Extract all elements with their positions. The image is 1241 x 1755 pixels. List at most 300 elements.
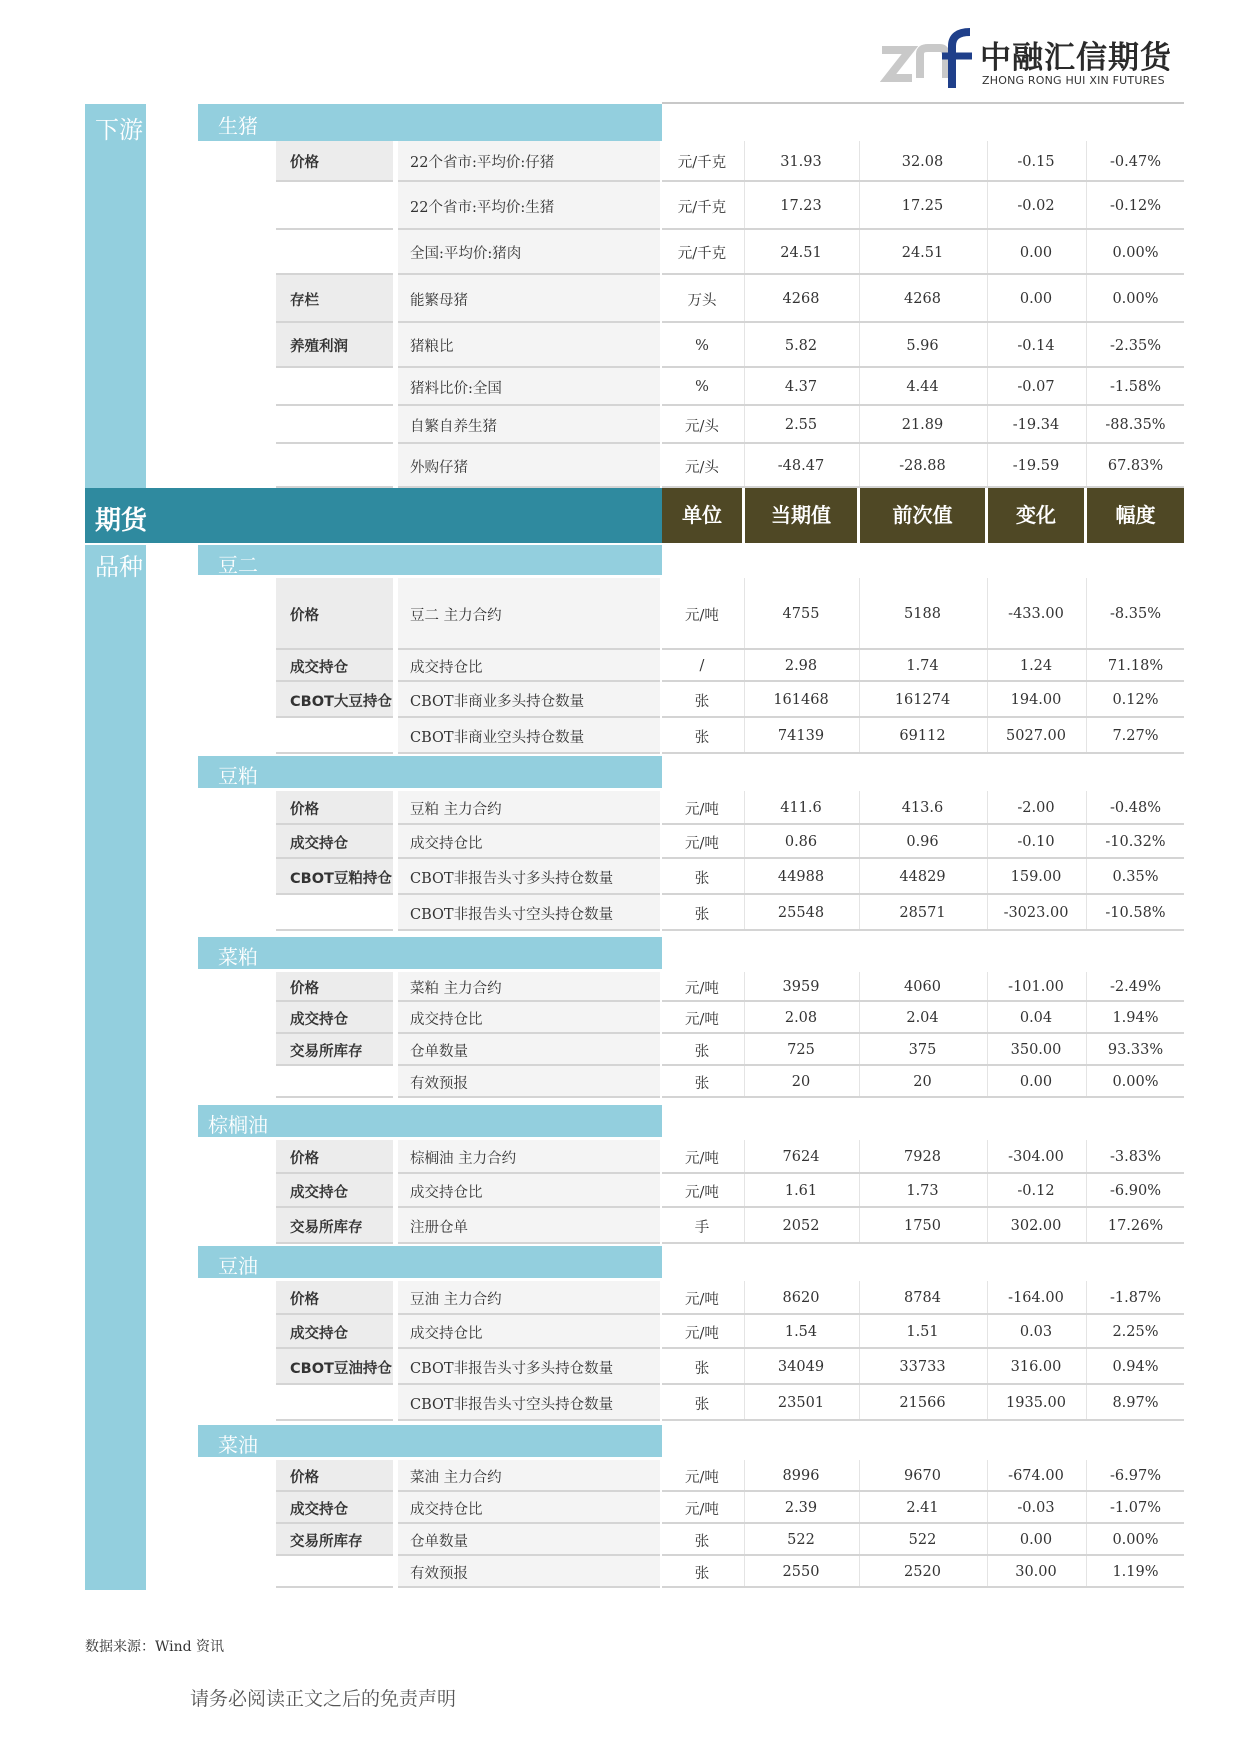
cell-ind: 仓单数量 xyxy=(398,1524,660,1556)
section-title: 生猪 xyxy=(218,114,258,138)
row-rule xyxy=(398,1096,660,1098)
downstream-label: 下游 xyxy=(95,116,143,144)
row-rule xyxy=(398,752,660,754)
column-separator xyxy=(744,444,745,488)
row-rule xyxy=(276,929,393,931)
column-separator xyxy=(987,1140,988,1174)
cell-cur: 4.37 xyxy=(784,379,818,395)
cell-cur: 725 xyxy=(787,1042,815,1058)
row-rule xyxy=(276,1586,393,1588)
cell-cur: 8996 xyxy=(782,1468,820,1484)
cell-pct: 0.94% xyxy=(1112,1359,1159,1375)
cell-ind: CBOT非报告头寸空头持仓数量 xyxy=(398,895,660,931)
cell-ind: CBOT非报告头寸多头持仓数量 xyxy=(398,1349,660,1385)
column-separator xyxy=(859,1460,860,1492)
cell-chg: 0.04 xyxy=(1019,1010,1053,1026)
column-separator xyxy=(987,859,988,895)
table-row xyxy=(0,1208,1241,1244)
column-separator xyxy=(744,182,745,230)
cell-pct: -2.35% xyxy=(1110,337,1161,354)
column-separator xyxy=(859,1174,860,1208)
column-separator xyxy=(1086,182,1087,230)
cell-cat: 交易所库存 xyxy=(276,1524,393,1556)
cell-prev: 413.6 xyxy=(901,800,944,816)
cell-prev: 17.25 xyxy=(901,198,944,214)
cell-cat xyxy=(276,895,393,931)
column-separator xyxy=(1086,1034,1087,1066)
cell-cur: 411.6 xyxy=(780,800,822,816)
cell-ind: 能繁母猪 xyxy=(398,275,660,323)
cell-cur: 2052 xyxy=(782,1218,820,1234)
cell-unit: 手 xyxy=(694,1219,710,1236)
cell-unit: 张 xyxy=(694,1565,710,1582)
cell-pct: 67.83% xyxy=(1107,458,1164,474)
cell-cat: 成交持仓 xyxy=(276,1002,393,1034)
column-separator xyxy=(859,1281,860,1315)
column-separator xyxy=(744,1002,745,1034)
table-row xyxy=(0,825,1241,859)
cell-unit: 元/吨 xyxy=(685,1011,719,1028)
column-separator xyxy=(1086,650,1087,682)
row-rule xyxy=(398,486,660,488)
cell-unit: 元/吨 xyxy=(685,1150,719,1167)
row-rule xyxy=(662,1242,1184,1244)
cell-ind: 外购仔猪 xyxy=(398,444,660,488)
cell-pct: 0.00% xyxy=(1112,244,1159,261)
cell-pct: -1.07% xyxy=(1110,1500,1161,1516)
cell-prev: 44829 xyxy=(899,869,946,885)
column-separator xyxy=(1086,1174,1087,1208)
column-separator xyxy=(1086,1524,1087,1556)
column-separator xyxy=(987,1460,988,1492)
table-row xyxy=(0,1002,1241,1034)
column-separator xyxy=(1086,1460,1087,1492)
cell-cat: 成交持仓 xyxy=(276,1492,393,1524)
column-separator xyxy=(987,1066,988,1098)
cell-ind: 豆二 主力合约 xyxy=(398,578,660,650)
column-separator xyxy=(1086,1002,1087,1034)
cell-pct: 0.00% xyxy=(1112,1532,1159,1548)
column-separator xyxy=(744,323,745,368)
cell-cat: 价格 xyxy=(276,791,393,825)
column-separator xyxy=(1086,578,1087,650)
column-separator xyxy=(859,275,860,323)
cell-ind: 22个省市:平均价:仔猪 xyxy=(398,141,660,182)
znf-logo-icon xyxy=(880,28,976,92)
cell-unit: 元/头 xyxy=(685,459,719,476)
column-separator xyxy=(987,791,988,825)
cell-chg: 316.00 xyxy=(1010,1359,1062,1375)
column-separator xyxy=(1086,444,1087,488)
cell-pct: 2.25% xyxy=(1112,1324,1159,1340)
top-rule xyxy=(662,102,1184,104)
column-separator xyxy=(987,1492,988,1524)
column-separator xyxy=(859,230,860,275)
section-title: 菜油 xyxy=(218,1433,258,1457)
header-unit: 单位 xyxy=(662,488,742,543)
column-separator xyxy=(1086,682,1087,718)
cell-cur: 522 xyxy=(787,1532,815,1548)
variety-label: 品种 xyxy=(95,553,143,581)
column-separator xyxy=(987,1174,988,1208)
column-separator xyxy=(987,230,988,275)
cell-ind: 猪粮比 xyxy=(398,323,660,368)
column-separator xyxy=(859,1385,860,1421)
column-separator xyxy=(744,141,745,182)
cell-unit: 元/吨 xyxy=(685,1325,719,1342)
column-separator xyxy=(859,1492,860,1524)
cell-cat: 存栏 xyxy=(276,275,393,323)
column-separator xyxy=(987,1349,988,1385)
logo-english-name: ZHONG RONG HUI XIN FUTURES xyxy=(982,74,1165,87)
section-header-soymeal xyxy=(198,756,662,788)
cell-chg: -101.00 xyxy=(1008,979,1064,995)
column-separator xyxy=(987,1556,988,1588)
cell-prev: 4060 xyxy=(904,979,941,995)
cell-cat: 交易所库存 xyxy=(276,1208,393,1244)
cell-cat: 成交持仓 xyxy=(276,1315,393,1349)
cell-cur: 23501 xyxy=(777,1395,825,1411)
column-separator xyxy=(1086,1208,1087,1244)
column-separator xyxy=(859,1034,860,1066)
column-separator xyxy=(859,1349,860,1385)
cell-pct: 71.18% xyxy=(1107,658,1164,674)
cell-cat xyxy=(276,368,393,406)
table-row xyxy=(0,1034,1241,1066)
table-row xyxy=(0,1460,1241,1492)
column-separator xyxy=(744,1174,745,1208)
cell-chg: -0.14 xyxy=(1017,337,1055,354)
cell-pct: 0.00% xyxy=(1112,291,1159,307)
column-separator xyxy=(1086,406,1087,444)
cell-cat: 价格 xyxy=(276,578,393,650)
cell-chg: -3023.00 xyxy=(1003,905,1069,921)
cell-chg: 159.00 xyxy=(1010,869,1062,885)
column-separator xyxy=(859,406,860,444)
cell-prev: 522 xyxy=(908,1532,937,1548)
column-separator xyxy=(987,1281,988,1315)
cell-cat: 养殖利润 xyxy=(276,323,393,368)
cell-chg: -674.00 xyxy=(1008,1468,1064,1484)
cell-unit: 元/吨 xyxy=(685,801,719,818)
column-separator xyxy=(987,1034,988,1066)
column-separator xyxy=(987,1315,988,1349)
cell-chg: 0.00 xyxy=(1019,244,1053,261)
column-separator xyxy=(859,682,860,718)
cell-unit: 张 xyxy=(694,906,710,923)
table-row xyxy=(0,1385,1241,1421)
cell-cur: 2.08 xyxy=(784,1010,818,1026)
cell-chg: -433.00 xyxy=(1008,606,1064,622)
data-source-note: 数据来源：Wind 资讯 xyxy=(85,1639,225,1655)
cell-ind: 菜粕 主力合约 xyxy=(398,972,660,1002)
cell-chg: 194.00 xyxy=(1010,692,1062,708)
disclaimer-text: 请务必阅读正文之后的免责声明 xyxy=(190,1688,457,1710)
cell-prev: 7928 xyxy=(904,1149,941,1165)
cell-pct: 93.33% xyxy=(1107,1042,1164,1058)
table-row xyxy=(0,182,1241,230)
cell-ind: 豆粕 主力合约 xyxy=(398,791,660,825)
column-separator xyxy=(1086,825,1087,859)
column-separator xyxy=(744,1349,745,1385)
cell-ind: 自繁自养生猪 xyxy=(398,406,660,444)
cell-unit: % xyxy=(695,337,709,354)
cell-pct: 8.97% xyxy=(1112,1395,1159,1411)
cell-pct: -6.97% xyxy=(1110,1468,1161,1484)
column-separator xyxy=(1086,1140,1087,1174)
column-separator xyxy=(1086,275,1087,323)
table-row xyxy=(0,406,1241,444)
column-separator xyxy=(744,718,745,754)
cell-cur: 1.54 xyxy=(784,1324,818,1340)
row-rule xyxy=(662,486,1184,488)
cell-chg: 0.00 xyxy=(1019,291,1053,307)
cell-cur: 4268 xyxy=(782,291,820,307)
section-header-soy-oil xyxy=(198,1246,662,1278)
cell-ind: CBOT非报告头寸空头持仓数量 xyxy=(398,1385,660,1421)
company-logo xyxy=(880,28,1170,92)
cell-pct: -0.48% xyxy=(1110,800,1161,816)
cell-unit: 张 xyxy=(694,1043,710,1060)
row-rule xyxy=(662,752,1184,754)
cell-chg: 1935.00 xyxy=(1006,1395,1066,1411)
column-separator xyxy=(744,1066,745,1098)
cell-cur: 7624 xyxy=(782,1149,820,1165)
cell-prev: 20 xyxy=(913,1074,932,1090)
table-row xyxy=(0,1315,1241,1349)
cell-unit: / xyxy=(699,658,705,674)
cell-prev: 21566 xyxy=(899,1395,946,1411)
column-separator xyxy=(1086,791,1087,825)
cell-chg: -0.02 xyxy=(1017,198,1055,214)
cell-prev: 21.89 xyxy=(901,417,944,433)
column-separator xyxy=(987,895,988,931)
cell-chg: -0.10 xyxy=(1017,834,1055,850)
cell-chg: 30.00 xyxy=(1015,1564,1057,1580)
column-separator xyxy=(987,682,988,718)
cell-unit: 元/头 xyxy=(685,418,719,435)
cell-pct: 7.27% xyxy=(1112,728,1159,744)
cell-prev: 4.44 xyxy=(906,379,939,395)
column-separator xyxy=(744,1385,745,1421)
cell-cat xyxy=(276,1556,393,1588)
cell-unit: 元/吨 xyxy=(685,607,719,624)
column-separator xyxy=(987,323,988,368)
table-row xyxy=(0,323,1241,368)
section-header-rapeseed-oil xyxy=(198,1425,662,1457)
column-separator xyxy=(987,578,988,650)
row-rule xyxy=(662,1419,1184,1421)
cell-ind: 成交持仓比 xyxy=(398,1002,660,1034)
cell-cur: 2.39 xyxy=(784,1500,818,1516)
cell-cat xyxy=(276,230,393,275)
column-separator xyxy=(859,895,860,931)
column-separator xyxy=(744,1460,745,1492)
column-separator xyxy=(744,1208,745,1244)
cell-cat: 价格 xyxy=(276,1140,393,1174)
cell-pct: -10.32% xyxy=(1105,834,1166,850)
cell-cur: 161468 xyxy=(773,692,829,708)
cell-pct: 0.35% xyxy=(1112,869,1159,885)
cell-ind: 成交持仓比 xyxy=(398,1492,660,1524)
column-separator xyxy=(1086,972,1087,1002)
cell-unit: 元/吨 xyxy=(685,980,719,997)
row-rule xyxy=(662,929,1184,931)
cell-chg: -0.07 xyxy=(1017,379,1055,395)
cell-ind: 成交持仓比 xyxy=(398,1315,660,1349)
cell-chg: -2.00 xyxy=(1017,800,1055,816)
cell-prev: 0.96 xyxy=(906,834,939,850)
cell-pct: -2.49% xyxy=(1110,979,1161,995)
column-separator xyxy=(987,1002,988,1034)
cell-unit: 张 xyxy=(694,729,710,746)
cell-cat xyxy=(276,718,393,754)
cell-cat: 价格 xyxy=(276,1281,393,1315)
row-rule xyxy=(662,1096,1184,1098)
cell-cat: 成交持仓 xyxy=(276,825,393,859)
cell-prev: 4268 xyxy=(904,291,941,307)
cell-unit: 万头 xyxy=(687,292,717,309)
cell-chg: 350.00 xyxy=(1010,1042,1062,1058)
cell-unit: 元/千克 xyxy=(677,246,727,262)
cell-pct: 17.26% xyxy=(1107,1218,1164,1234)
cell-cur: 17.23 xyxy=(780,198,822,214)
column-separator xyxy=(1086,141,1087,182)
cell-cur: 74139 xyxy=(777,728,825,744)
column-separator xyxy=(859,1524,860,1556)
column-separator xyxy=(987,141,988,182)
table-row xyxy=(0,972,1241,1002)
cell-cur: 4755 xyxy=(782,606,820,622)
cell-ind: 成交持仓比 xyxy=(398,1174,660,1208)
cell-cur: 20 xyxy=(791,1074,811,1090)
column-separator xyxy=(744,1524,745,1556)
header-current: 当期值 xyxy=(745,488,857,543)
header-previous: 前次值 xyxy=(860,488,985,543)
table-row xyxy=(0,368,1241,406)
cell-cat: 价格 xyxy=(276,972,393,1002)
table-row xyxy=(0,1066,1241,1098)
column-separator xyxy=(744,368,745,406)
column-separator xyxy=(859,1208,860,1244)
column-separator xyxy=(744,825,745,859)
cell-cat xyxy=(276,444,393,488)
cell-cur: 2.55 xyxy=(784,417,818,433)
cell-cat: CBOT大豆持仓 xyxy=(276,682,393,718)
cell-ind: 注册仓单 xyxy=(398,1208,660,1244)
table-row xyxy=(0,230,1241,275)
cell-pct: -10.58% xyxy=(1105,905,1166,921)
cell-pct: -3.83% xyxy=(1110,1149,1161,1165)
cell-chg: -0.12 xyxy=(1017,1183,1055,1199)
table-row xyxy=(0,444,1241,488)
section-header-soybean2 xyxy=(198,545,662,575)
cell-cur: 2.98 xyxy=(784,658,818,674)
cell-chg: 5027.00 xyxy=(1006,728,1066,744)
cell-cur: 2550 xyxy=(782,1564,820,1580)
section-header-hog xyxy=(198,104,662,141)
table-row xyxy=(0,682,1241,718)
table-row xyxy=(0,1349,1241,1385)
cell-ind: 仓单数量 xyxy=(398,1034,660,1066)
cell-chg: -19.59 xyxy=(1012,458,1060,474)
cell-ind: 22个省市:平均价:生猪 xyxy=(398,182,660,230)
cell-cat: 价格 xyxy=(276,1460,393,1492)
column-separator xyxy=(859,718,860,754)
column-separator xyxy=(859,972,860,1002)
cell-unit: 元/吨 xyxy=(685,1501,719,1518)
column-separator xyxy=(987,406,988,444)
column-separator xyxy=(987,1524,988,1556)
row-rule xyxy=(398,1242,660,1244)
cell-cur: 31.93 xyxy=(780,153,822,170)
cell-prev: 9670 xyxy=(904,1468,941,1484)
cell-ind: 全国:平均价:猪肉 xyxy=(398,230,660,275)
cell-prev: 32.08 xyxy=(901,153,944,170)
cell-cur: 1.61 xyxy=(784,1183,818,1199)
cell-cat: 价格 xyxy=(276,141,393,182)
cell-unit: 张 xyxy=(694,1533,710,1550)
cell-unit: % xyxy=(695,379,709,395)
column-separator xyxy=(987,444,988,488)
cell-pct: -0.12% xyxy=(1110,198,1161,214)
table-row xyxy=(0,1140,1241,1174)
column-separator xyxy=(1086,1556,1087,1588)
table-row xyxy=(0,141,1241,182)
column-separator xyxy=(987,1208,988,1244)
cell-chg: -304.00 xyxy=(1008,1149,1064,1165)
section-title: 菜粕 xyxy=(218,945,258,969)
column-separator xyxy=(987,650,988,682)
column-separator xyxy=(859,1315,860,1349)
cell-ind: 豆油 主力合约 xyxy=(398,1281,660,1315)
cell-pct: 0.12% xyxy=(1112,692,1159,708)
cell-prev: 69112 xyxy=(899,728,946,744)
column-separator xyxy=(744,682,745,718)
cell-prev: 1.51 xyxy=(906,1324,939,1340)
column-separator xyxy=(1086,323,1087,368)
cell-prev: 2.41 xyxy=(906,1500,939,1516)
section-header-rapemeal xyxy=(198,937,662,969)
column-separator xyxy=(987,275,988,323)
column-separator xyxy=(744,1556,745,1588)
column-separator xyxy=(1086,368,1087,406)
column-separator xyxy=(1086,1349,1087,1385)
cell-unit: 张 xyxy=(694,693,710,710)
row-rule xyxy=(398,1419,660,1421)
column-separator xyxy=(859,825,860,859)
column-separator xyxy=(1086,230,1087,275)
column-separator xyxy=(1086,718,1087,754)
cell-chg: -19.34 xyxy=(1012,417,1060,433)
cell-prev: 28571 xyxy=(899,905,946,921)
cell-prev: -28.88 xyxy=(899,458,946,474)
cell-ind: CBOT非商业空头持仓数量 xyxy=(398,718,660,754)
cell-cur: 24.51 xyxy=(780,244,822,261)
cell-chg: 1.24 xyxy=(1019,658,1053,674)
column-separator xyxy=(1086,859,1087,895)
cell-prev: 1.73 xyxy=(906,1183,939,1199)
row-rule xyxy=(398,1586,660,1588)
cell-cat xyxy=(276,1066,393,1098)
row-rule xyxy=(276,752,393,754)
cell-cur: 25548 xyxy=(777,905,825,921)
cell-cur: -48.47 xyxy=(777,458,825,474)
cell-cur: 8620 xyxy=(782,1290,820,1306)
section-title: 豆粕 xyxy=(218,764,258,788)
column-separator xyxy=(744,895,745,931)
cell-chg: 302.00 xyxy=(1010,1218,1062,1234)
